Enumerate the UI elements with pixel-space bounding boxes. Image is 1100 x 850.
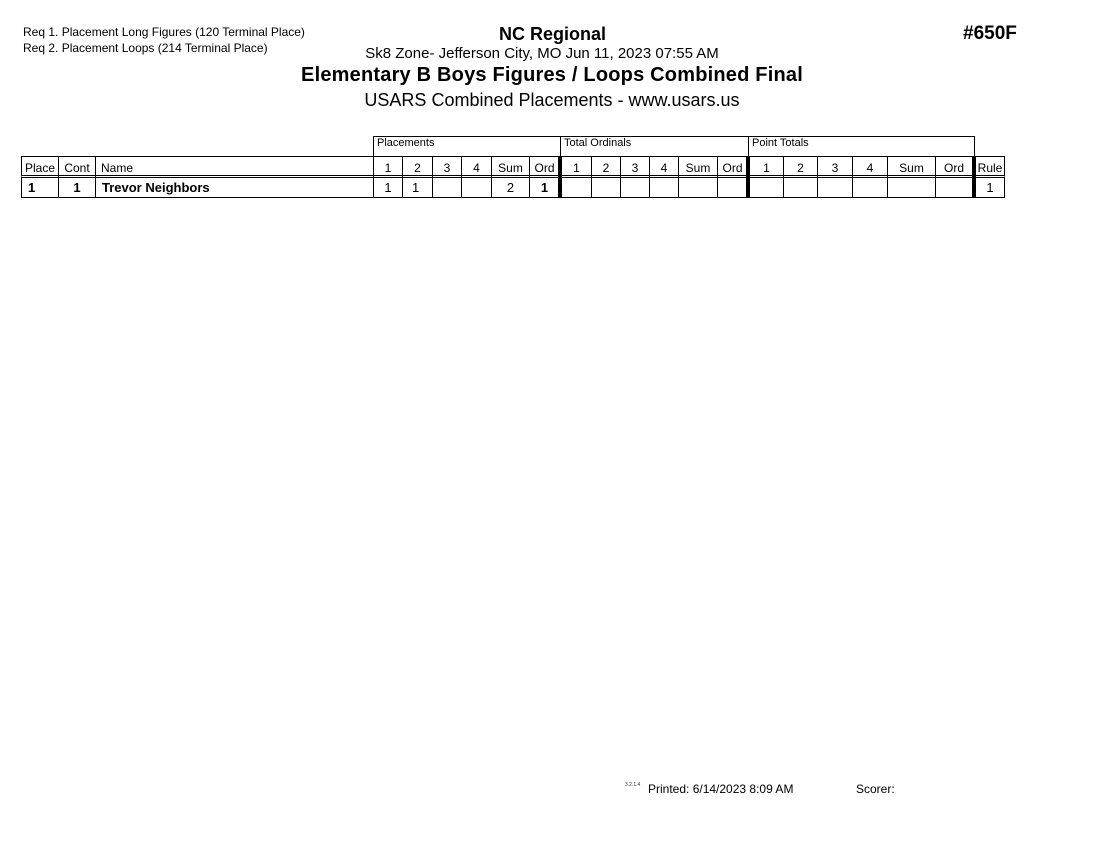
col-header-ordinal-3: 3: [620, 156, 650, 178]
cell-ordinal-2: [591, 178, 621, 198]
col-header-points-sum: Sum: [887, 156, 936, 178]
section-divider: [558, 156, 562, 198]
cell-ordinal-ord: [717, 178, 748, 198]
cell-placement-3: [432, 178, 462, 198]
section-divider: [746, 156, 750, 198]
col-header-ordinal-ord: Ord: [717, 156, 748, 178]
col-header-ordinal-2: 2: [591, 156, 621, 178]
cell-placement-sum: 2: [491, 178, 530, 198]
cell-placement-2: 1: [402, 178, 433, 198]
group-header-placements: Placements: [373, 136, 561, 157]
section-divider: [972, 156, 976, 198]
software-version: 3.2.1.4: [625, 782, 641, 788]
col-header-placement-4: 4: [461, 156, 492, 178]
cell-place: 1: [21, 178, 59, 198]
event-number: #650F: [963, 23, 1017, 44]
col-header-placement-sum: Sum: [491, 156, 530, 178]
col-header-cont: Cont: [58, 156, 96, 178]
cell-ordinal-3: [620, 178, 650, 198]
cell-ordinal-1: [561, 178, 592, 198]
location-date: Sk8 Zone- Jefferson City, MO Jun 11, 2023 07:55 AM: [365, 45, 719, 62]
col-header-ordinal-1: 1: [561, 156, 592, 178]
col-header-points-2: 2: [783, 156, 818, 178]
cell-cont: 1: [58, 178, 96, 198]
cell-points-2: [783, 178, 818, 198]
col-header-points-3: 3: [817, 156, 853, 178]
col-header-name: Name: [95, 156, 374, 178]
cell-points-ord: [935, 178, 973, 198]
col-header-placement-ord: Ord: [529, 156, 560, 178]
col-header-placement-3: 3: [432, 156, 462, 178]
cell-points-1: [749, 178, 784, 198]
col-header-placement-2: 2: [402, 156, 433, 178]
cell-ordinal-sum: [678, 178, 718, 198]
cell-points-3: [817, 178, 853, 198]
event-title: Elementary B Boys Figures / Loops Combined Final: [301, 64, 803, 86]
cell-placement-4: [461, 178, 492, 198]
col-header-ordinal-sum: Sum: [678, 156, 718, 178]
cell-points-sum: [887, 178, 936, 198]
col-header-points-1: 1: [749, 156, 784, 178]
group-header-total-ordinals: Total Ordinals: [560, 136, 749, 157]
event-subtitle: USARS Combined Placements - www.usars.us: [364, 90, 740, 110]
competition-title: NC Regional: [498, 24, 606, 44]
cell-rule: 1: [975, 178, 1005, 198]
cell-placement-ord: 1: [529, 178, 560, 198]
cell-points-4: [852, 178, 888, 198]
cell-skater-name: Trevor Neighbors: [95, 178, 374, 198]
cell-ordinal-4: [649, 178, 679, 198]
col-header-points-4: 4: [852, 156, 888, 178]
group-header-point-totals: Point Totals: [748, 136, 975, 157]
printed-timestamp: Printed: 6/14/2023 8:09 AM: [648, 782, 794, 796]
col-header-placement-1: 1: [373, 156, 403, 178]
col-header-points-ord: Ord: [935, 156, 973, 178]
cell-placement-1: 1: [373, 178, 403, 198]
col-header-place: Place: [21, 156, 59, 178]
requirement-2: Req 2. Placement Loops (214 Terminal Place): [23, 41, 268, 55]
requirement-1: Req 1. Placement Long Figures (120 Terminal Place): [23, 25, 305, 39]
col-header-rule: Rule: [975, 156, 1005, 178]
col-header-ordinal-4: 4: [649, 156, 679, 178]
scorer-label: Scorer:: [856, 782, 895, 796]
